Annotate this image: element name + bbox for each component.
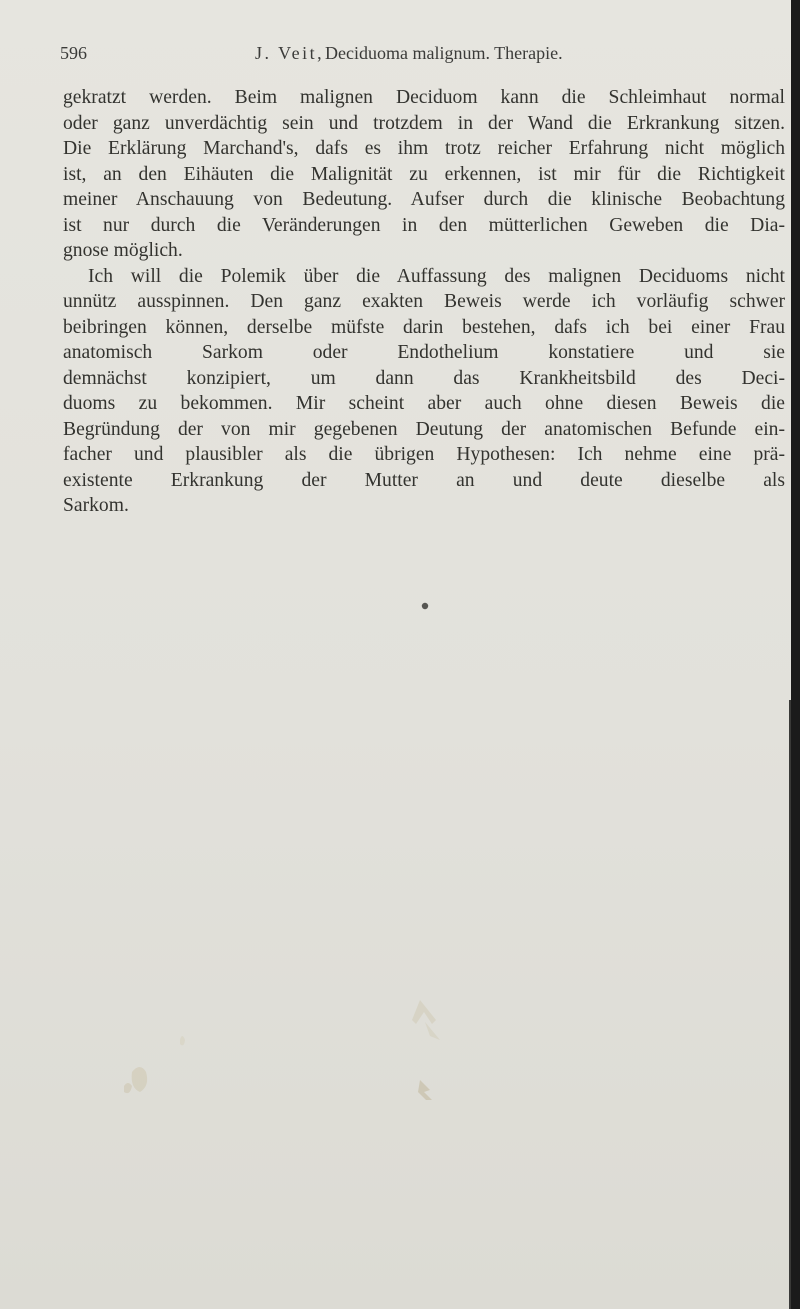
text-line: anatomisch Sarkom oder Endothelium konstatiere und sie — [63, 342, 785, 363]
text-line: existente Erkrankung der Mutter an und deute dieselbe als — [63, 469, 785, 491]
stain-mark — [425, 1022, 440, 1040]
text-line: gekratzt werden. Beim malignen Deciduom kann die Schleimhaut normal — [63, 87, 785, 108]
text-line: beibringen können, derselbe müfste darin bestehen, dafs ich bei einer Frau — [63, 316, 785, 338]
stain-mark — [418, 1080, 432, 1100]
text-line: Die Erklärung Marchand's, dafs es ihm trotz reicher Erfahrung nicht möglich — [63, 138, 785, 159]
text-line: oder ganz unverdächtig sein und trotzdem in der Wand die Erkrankung sitzen. — [63, 112, 785, 134]
text-line: unnütz ausspinnen. Den ganz exakten Beweis werde ich vorläufig schwer — [63, 291, 785, 312]
page-edge — [791, 0, 800, 1309]
text-line: Begründung der von mir gegebenen Deutung der anatomischen Befunde ein- — [63, 418, 785, 440]
stain-mark — [132, 1067, 147, 1092]
header-title: Deciduoma malignum. Therapie. — [325, 43, 563, 63]
text-line: ist, an den Eihäuten die Malignität zu erkennen, ist mir für die Richtigkeit — [63, 163, 785, 185]
text-line: facher und plausibler als die übrigen Hypothesen: Ich nehme eine prä- — [63, 444, 785, 465]
text-line: Sarkom. — [63, 495, 129, 516]
text-line: Ich will die Polemik über die Auffassung des malignen Deciduoms nicht — [88, 265, 785, 287]
header-author: J. Veit, — [255, 43, 325, 63]
paragraph-2 — [63, 264, 785, 519]
text-line: ist nur durch die Veränderungen in den mütterlichen Geweben die Dia- — [63, 214, 785, 236]
text-line: meiner Anschauung von Bedeutung. Aufser durch die klinische Beobachtung — [63, 189, 785, 210]
stain-mark — [412, 1000, 436, 1024]
page-number: 596 — [60, 43, 87, 63]
text-line: duoms zu bekommen. Mir scheint aber auch ohne diesen Beweis die — [63, 393, 785, 414]
paragraph-1 — [63, 85, 785, 264]
running-head — [60, 43, 735, 69]
stain-mark — [180, 1036, 185, 1045]
body-text — [63, 85, 785, 519]
stain-mark — [124, 1083, 132, 1093]
ink-dot — [422, 603, 428, 609]
text-line: demnächst konzipiert, um dann das Krankheitsbild des Deci- — [63, 367, 785, 389]
text-line: gnose möglich. — [63, 240, 183, 261]
